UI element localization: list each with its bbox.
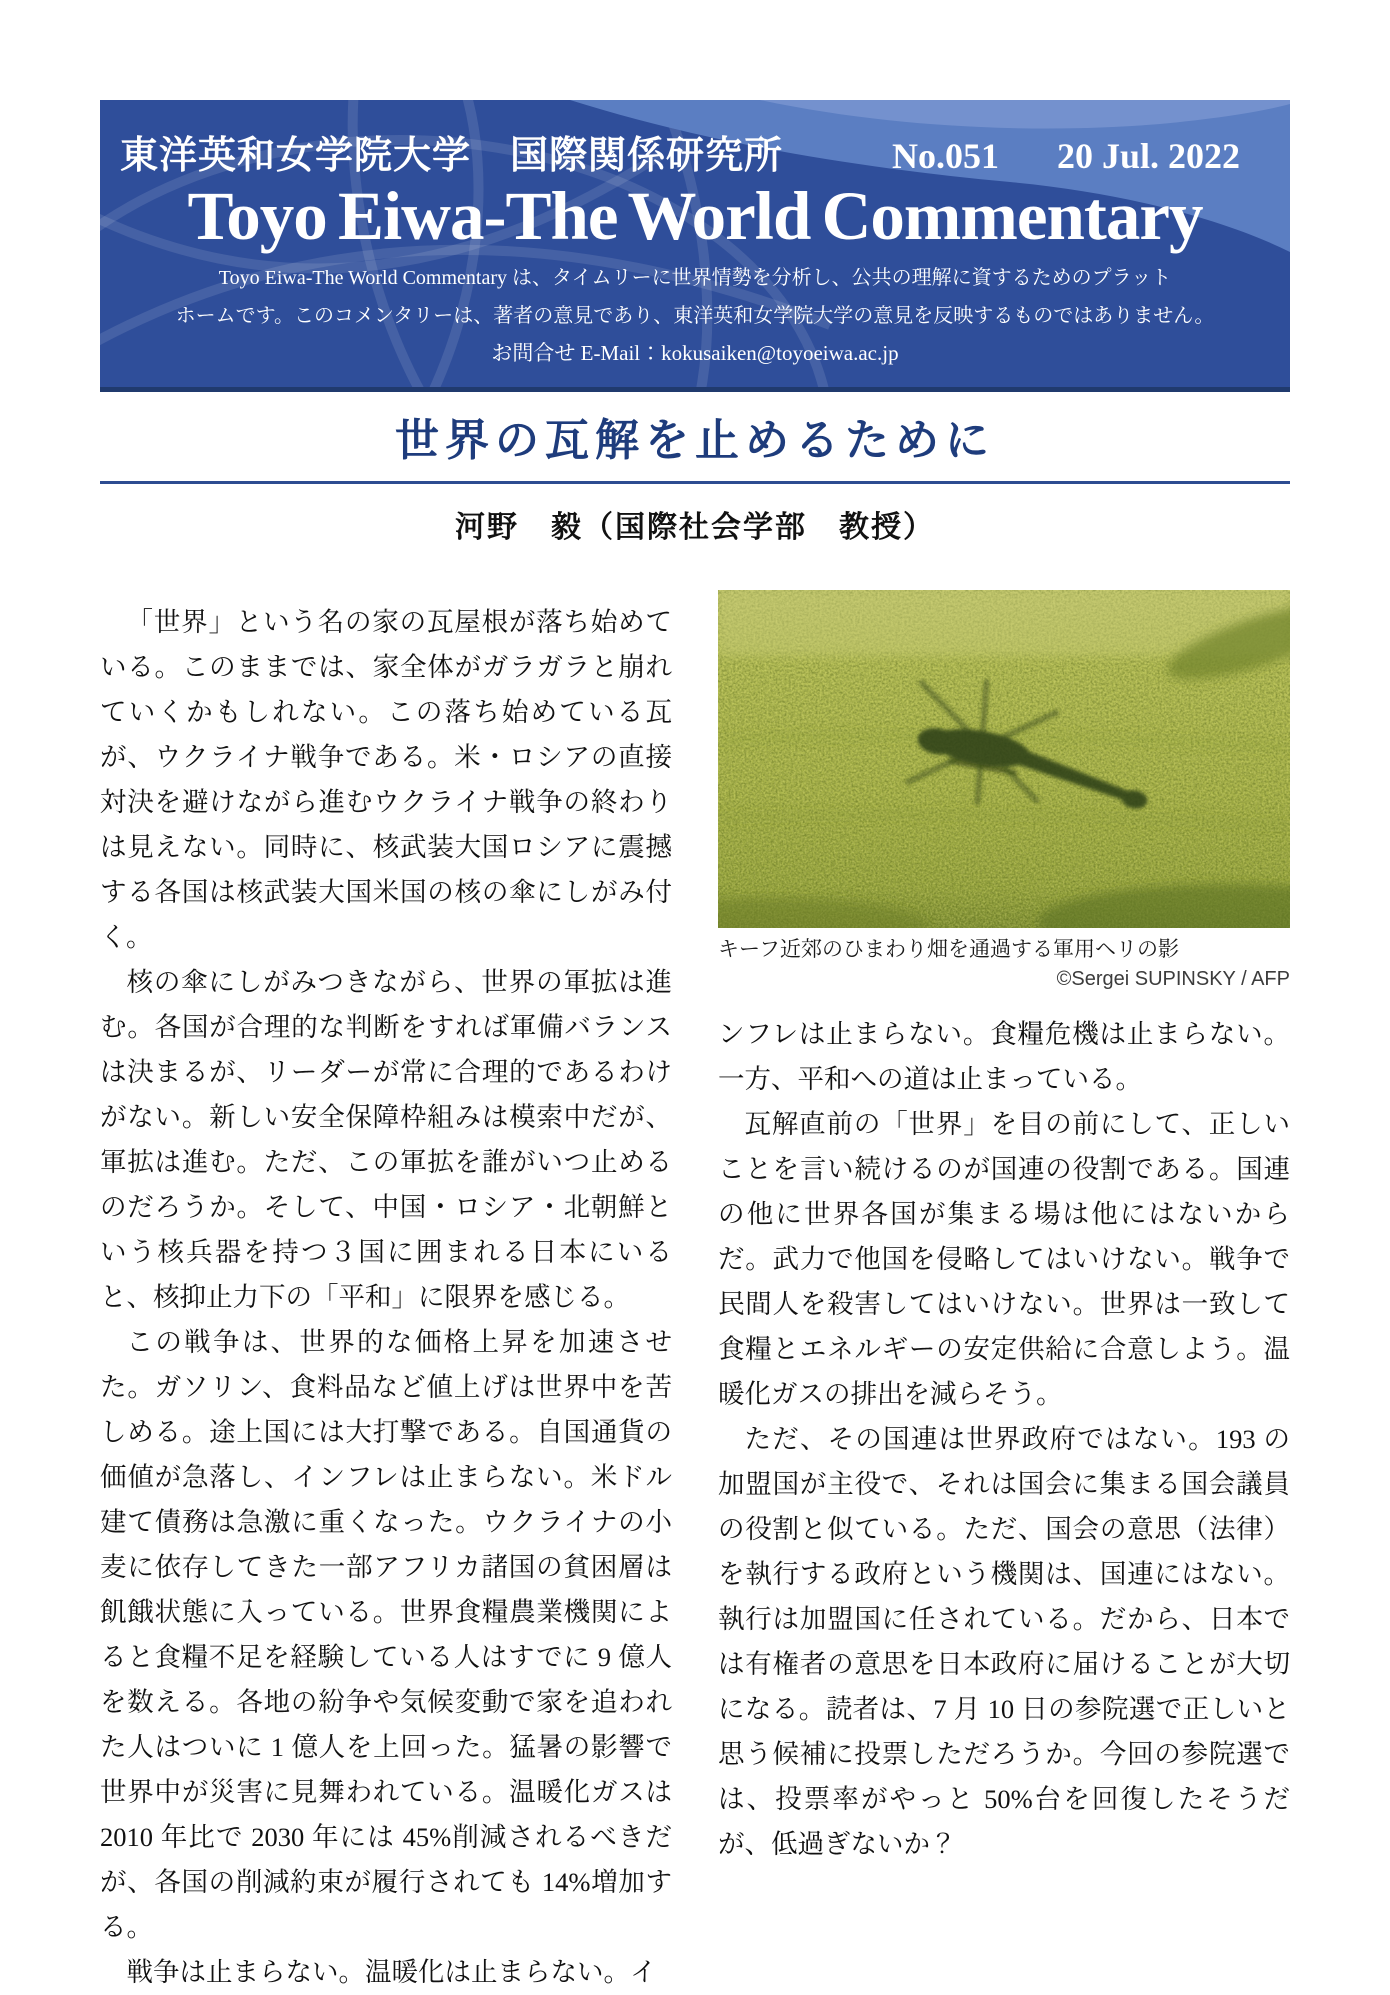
left-column (100, 600, 672, 1995)
right-column-text (718, 1012, 1290, 1867)
organization-name: 東洋英和女学院大学 国際関係研究所 (120, 135, 784, 177)
issue-date: 20 Jul. 2022 (1056, 136, 1240, 176)
photo-figure (718, 590, 1290, 992)
article-body (100, 600, 1290, 1995)
issue-number: No.051 (891, 136, 999, 176)
photo-caption: キーフ近郊のひまわり畑を通過する軍用ヘリの影 (718, 937, 1179, 961)
helicopter-field-photo (718, 590, 1290, 928)
body-paragraph: この戦争は、世界的な価格上昇を加速させた。ガソリン、食料品など値上げは世界中を苦しめる。途上国には大打撃である。自国通貨の価値が急落し、インフレは止まらない。米ドル建て債務は急激に重くなった。ウクライナの小麦に依存してきた一部アフリカ諸国の貧困層は飢餓状態に入っている。世界食糧農業機関によると食糧不足を経験している人はすでに 9 億人を数える。各地の紛争や気候変動で家を追われた人はついに 1 億人を上回った。猛暑の影響で世界中が災害に見舞われている。温暖化ガスは 2010 年比で 2030 年には 45%削減されるべきだが、各国の削減約束が履行されても 14%増加する。 (100, 1326, 672, 1942)
newsletter-header (100, 100, 1290, 392)
body-paragraph: ンフレは止まらない。食糧危機は止まらない。一方、平和への道は止まっている。 (718, 1018, 1290, 1094)
body-paragraph: ただ、その国連は世界政府ではない。193 の加盟国が主役で、それは国会に集まる国会議員の役割と似ている。ただ、国会の意思（法律）を執行する政府という機関は、国連にはない。執行は加盟国に任されている。だから、日本では有権者の意思を日本政府に届けることが大切になる。読者は、7 月 10 日の参院選で正しいと思う候補に投票しただろうか。今回の参院選では、投票率がやっと 50%台を回復したそうだが、低過ぎないか？ (718, 1423, 1290, 1859)
right-column (718, 600, 1290, 1995)
contact-email: お問合せ E-Mail：kokusaiken@toyoeiwa.ac.jp (491, 340, 899, 365)
author-line: 河野 毅（国際社会学部 教授） (455, 510, 935, 544)
header-tagline (100, 259, 1290, 335)
header-top-row (100, 100, 1290, 179)
tagline-line-1: Toyo Eiwa-The World Commentary は、タイムリーに世界情勢を分析し、公共の理解に資するためのプラット (218, 266, 1172, 289)
body-paragraph: 「世界」という名の家の瓦屋根が落ち始めている。このままでは、家全体がガラガラと崩れていくかもしれない。この落ち始めている瓦が、ウクライナ戦争である。米・ロシアの直接対決を避けながら進むウクライナ戦争の終わりは見えない。同時に、核武装大国ロシアに震撼する各国は核武装大国米国の核の傘にしがみ付く。 (100, 606, 672, 952)
body-paragraph: 戦争は止まらない。温暖化は止まらない。イ (126, 1956, 657, 1987)
left-column-text (100, 600, 672, 1995)
body-paragraph: 瓦解直前の「世界」を目の前にして、正しいことを言い続けるのが国連の役割である。国連の他に世界各国が集まる場は他にはないからだ。武力で他国を侵略してはいけない。戦争で民間人を殺害してはいけない。世界は一致して食糧とエネルギーの安定供給に合意しよう。温暖化ガスの排出を減らそう。 (718, 1108, 1290, 1409)
article-title: 世界の瓦解を止めるために (395, 416, 995, 465)
photo-credit: ©Sergei SUPINSKY / AFP (1056, 967, 1290, 990)
body-paragraph: 核の傘にしがみつきながら、世界の軍拡は進む。各国が合理的な判断をすれば軍備バランスは決まるが、リーダーが常に合理的であるわけがない。新しい安全保障枠組みは模索中だが、軍拡は進む。ただ、この軍拡を誰がいつ止めるのだろうか。そして、中国・ロシア・北朝鮮という核兵器を持つ３国に囲まれる日本にいると、核抑止力下の「平和」に限界を感じる。 (100, 966, 672, 1312)
tagline-line-2: ホームです。このコメンタリーは、著者の意見であり、東洋英和女学院大学の意見を反映するものではありません。 (175, 304, 1215, 327)
title-rule (100, 481, 1290, 484)
masthead-title: Toyo Eiwa-The World Commentary (187, 178, 1203, 254)
